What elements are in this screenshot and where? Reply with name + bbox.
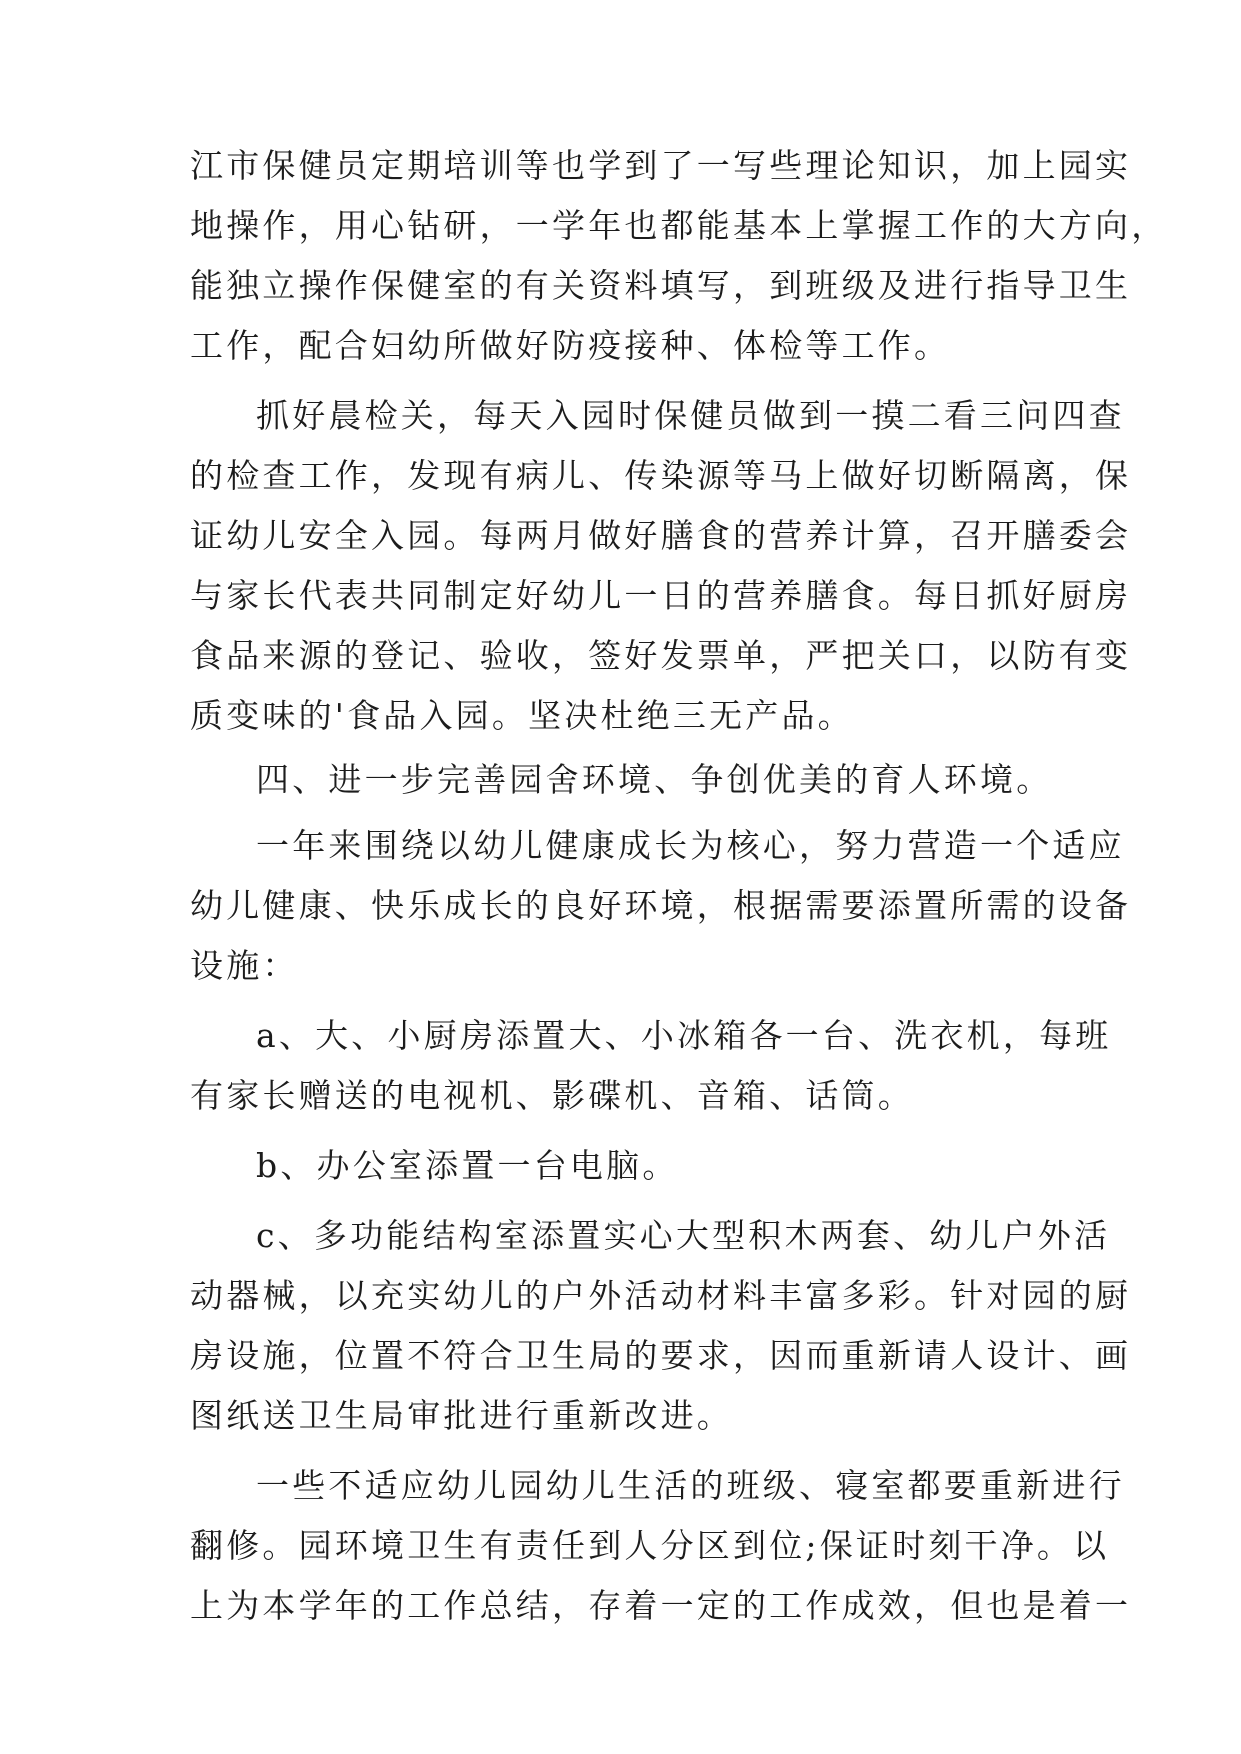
text-line: 设施： <box>190 946 299 985</box>
text-line: 有家长赠送的电视机、影碟机、音箱、话筒。 <box>190 1076 914 1115</box>
text-line: 能独立操作保健室的有关资料填写，到班级及进行指导卫生 <box>190 266 1132 305</box>
text-line: 证幼儿安全入园。每两月做好膳食的营养计算，召开膳委会 <box>190 516 1132 555</box>
text-line: 地操作，用心钻研，一学年也都能基本上掌握工作的大方向， <box>190 206 1168 245</box>
text-line: 幼儿健康、快乐成长的良好环境，根据需要添置所需的设备 <box>190 886 1132 925</box>
section-heading: 四、进一步完善园舍环境、争创优美的育人环境。 <box>256 760 1053 799</box>
paragraph-first-line: 抓好晨检关，每天入园时保健员做到一摸二看三问四查 <box>256 396 1125 435</box>
text-line: 图纸送卫生局审批进行重新改进。 <box>190 1396 733 1435</box>
paragraph-first-line: 一些不适应幼儿园幼儿生活的班级、寝室都要重新进行 <box>256 1466 1125 1505</box>
text-line: 质变味的'食品入园。坚决杜绝三无产品。 <box>190 696 854 735</box>
text-line: 江市保健员定期培训等也学到了一写些理论知识，加上园实 <box>190 146 1132 185</box>
text-line: 房设施，位置不符合卫生局的要求，因而重新请人设计、画 <box>190 1336 1132 1375</box>
text-line: 的检查工作，发现有病儿、传染源等马上做好切断隔离，保 <box>190 456 1132 495</box>
text-line: 工作，配合妇幼所做好防疫接种、体检等工作。 <box>190 326 951 365</box>
list-item-b: b、办公室添置一台电脑。 <box>256 1146 679 1185</box>
text-line: 上为本学年的工作总结，存着一定的工作成效，但也是着一 <box>190 1586 1132 1625</box>
text-line: 动器械，以充实幼儿的户外活动材料丰富多彩。针对园的厨 <box>190 1276 1132 1315</box>
text-line: 与家长代表共同制定好幼儿一日的营养膳食。每日抓好厨房 <box>190 576 1132 615</box>
list-item-a: a、大、小厨房添置大、小冰箱各一台、洗衣机，每班 <box>256 1016 1112 1055</box>
list-item-c: c、多功能结构室添置实心大型积木两套、幼儿户外活 <box>256 1216 1111 1255</box>
paragraph-first-line: 一年来围绕以幼儿健康成长为核心，努力营造一个适应 <box>256 826 1125 865</box>
text-line: 翻修。园环境卫生有责任到人分区到位;保证时刻干净。以 <box>190 1526 1110 1565</box>
text-line: 食品来源的登记、验收，签好发票单，严把关口，以防有变 <box>190 636 1132 675</box>
